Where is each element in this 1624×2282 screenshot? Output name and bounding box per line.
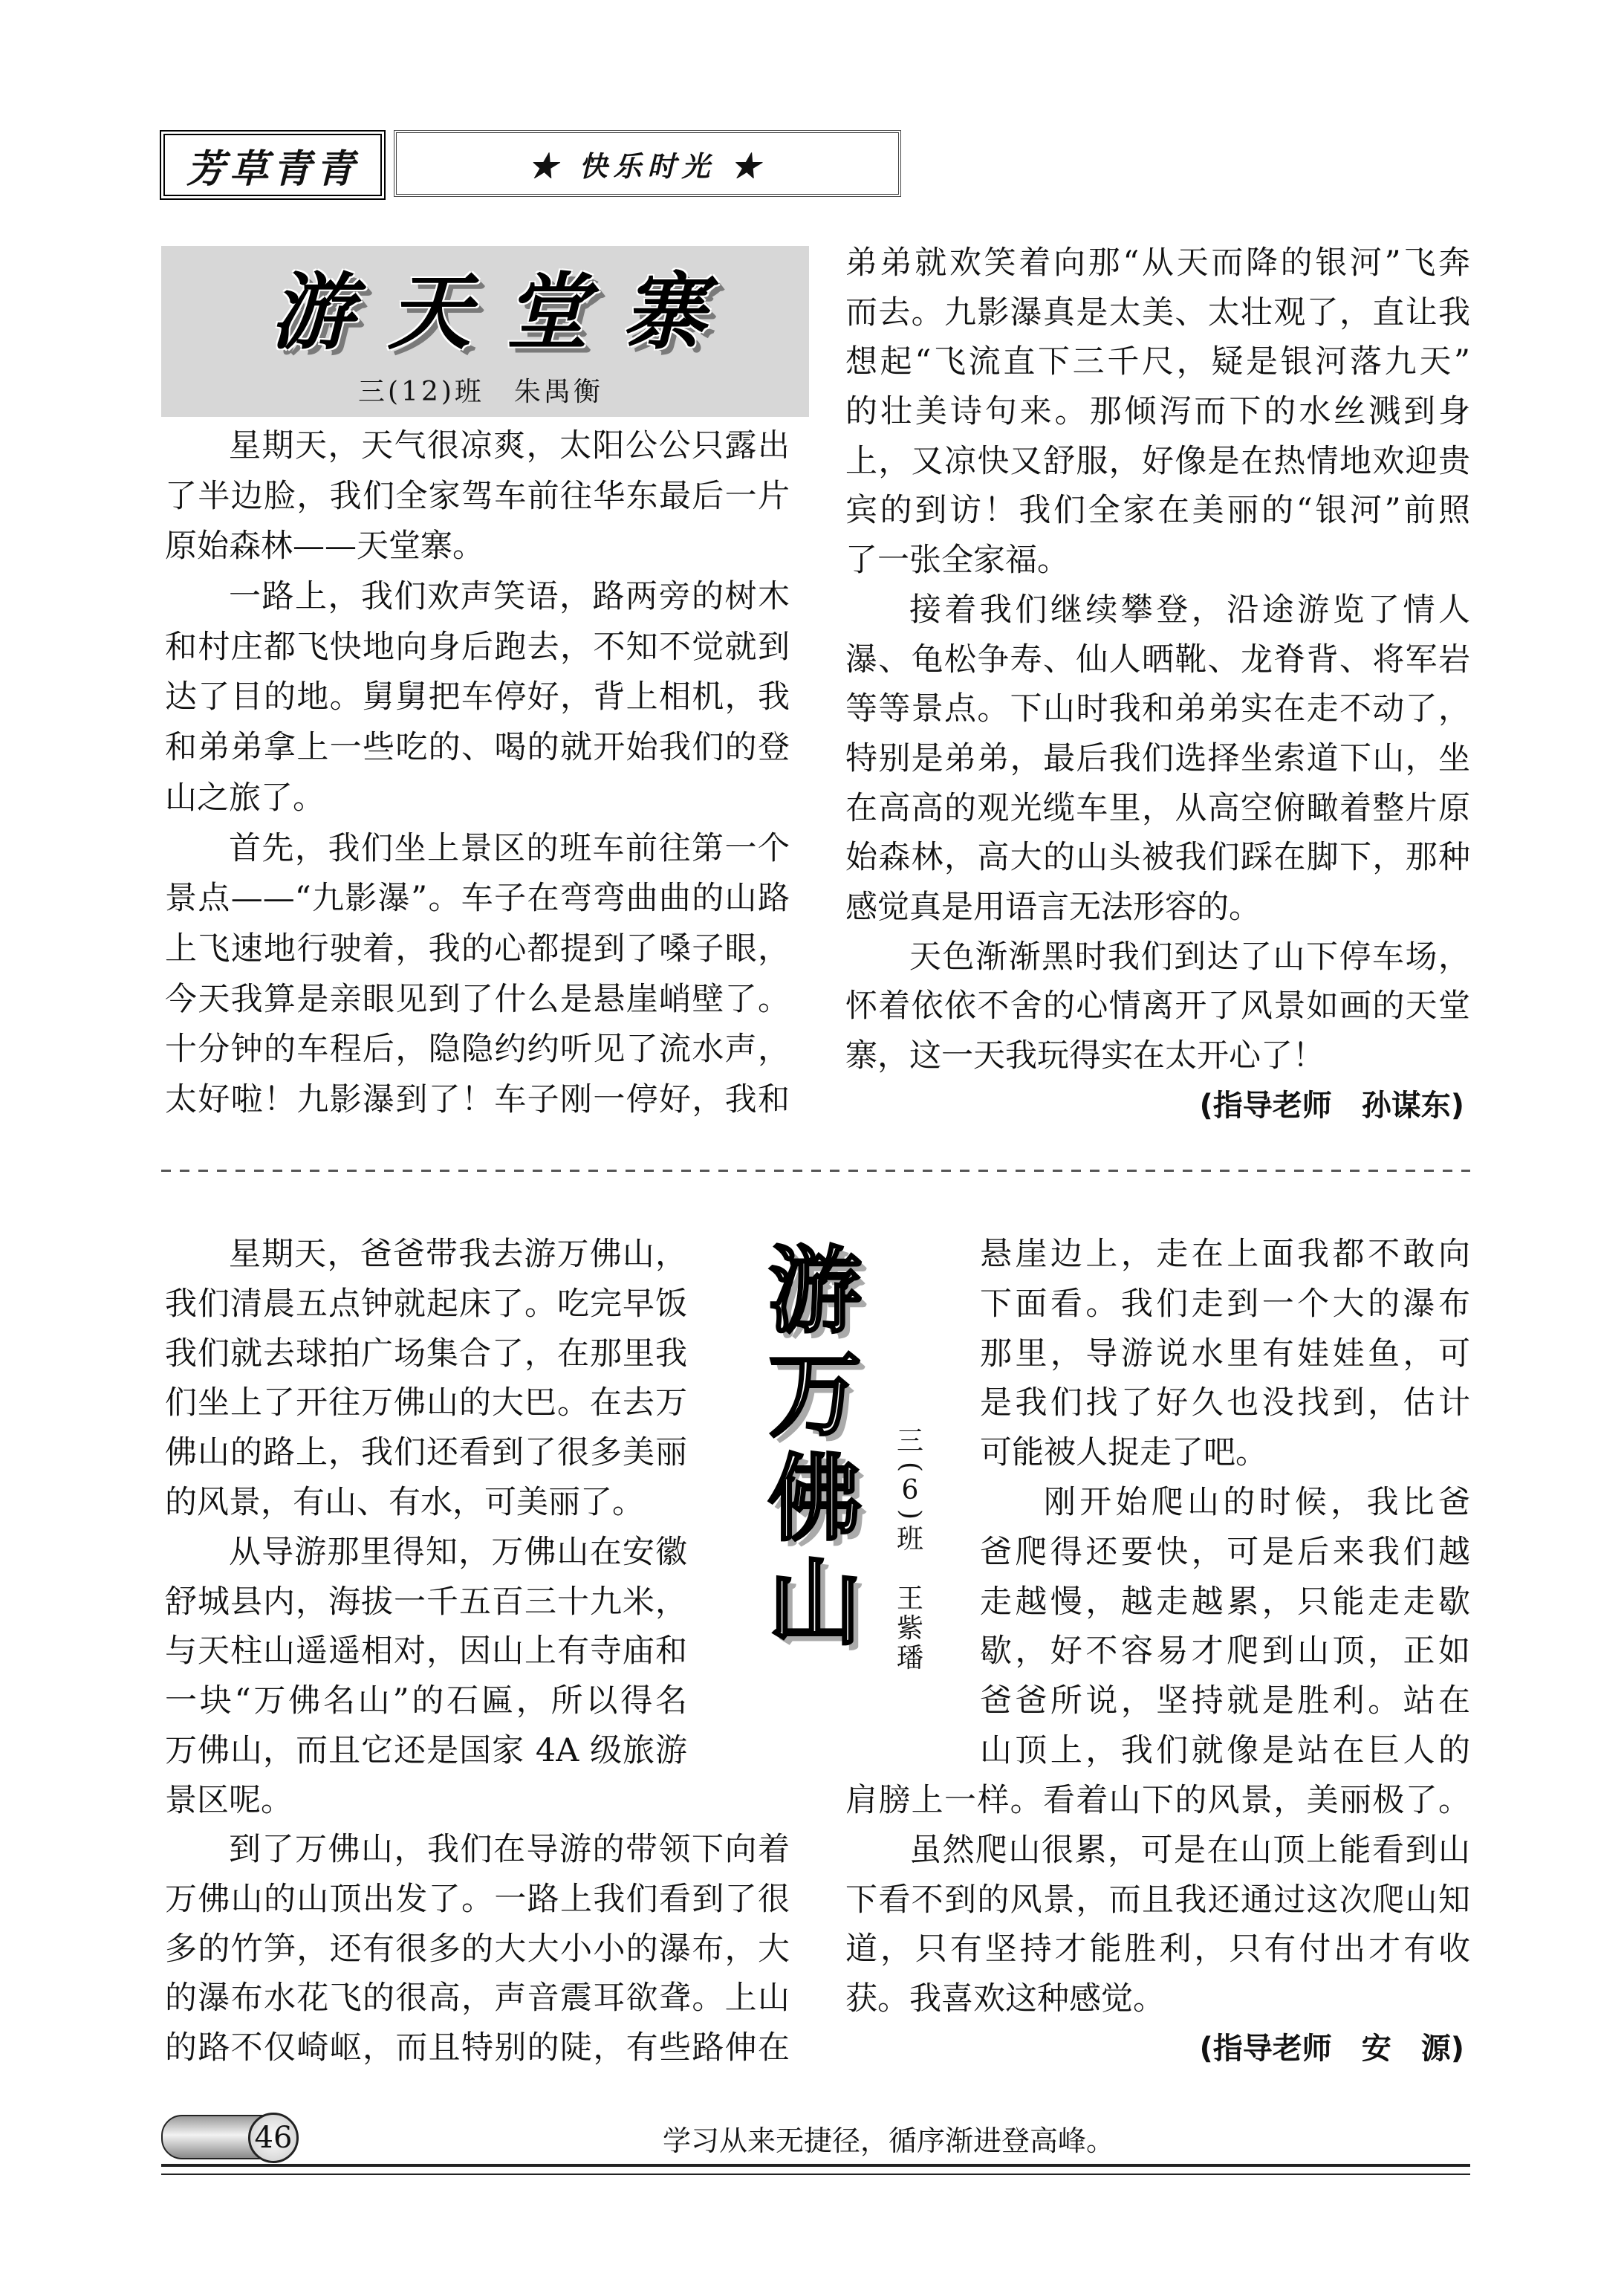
- text-line: 瀑、龟松争寿、仙人晒靴、龙脊背、将军岩: [845, 641, 1470, 678]
- text-line: 天色渐渐黑时我们到达了山下停车场，: [909, 938, 1470, 976]
- vertical-char: 6: [901, 1475, 919, 1505]
- text-line: 佛山的路上，我们还看到了很多美丽: [165, 1434, 687, 1472]
- column-title: ★ 快乐时光 ★: [394, 130, 901, 197]
- vertical-char: 游: [768, 1236, 862, 1346]
- article-2-title: [759, 1236, 871, 1658]
- vertical-char: 璠: [896, 1643, 923, 1673]
- page-number: 46: [248, 2113, 299, 2163]
- text-line: 了半边脸，我们全家驾车前往华东最后一片: [165, 477, 790, 515]
- text-line: 我们清晨五点钟就起床了。吃完早饭: [165, 1285, 687, 1323]
- section-title: 芳草青青: [160, 130, 386, 200]
- text-line: 等等景点。下山时我和弟弟实在走不动了，: [845, 690, 1470, 728]
- text-line: 上，又凉快又舒服，好像是在热情地欢迎贵: [845, 442, 1470, 480]
- text-line: 原始森林——天堂寨。: [165, 528, 484, 565]
- text-line: 多的竹笋，还有很多的大大小小的瀑布，大: [165, 1930, 790, 1968]
- vertical-char: 王: [896, 1584, 923, 1614]
- article-1-left-column: [165, 421, 790, 1126]
- text-line: 歇，好不容易才爬到山顶，正如: [980, 1633, 1470, 1670]
- text-line: 十分钟的车程后，隐隐约约听见了流水声，: [165, 1031, 790, 1069]
- article-2-teacher-credit: (指导老师 安 源): [1199, 2031, 1464, 2066]
- text-line: 下面看。我们走到一个大的瀑布: [980, 1285, 1470, 1323]
- text-line: 宾的到访！我们全家在美丽的“银河”前照: [845, 492, 1470, 530]
- text-line: 感觉真是用语言无法形容的。: [845, 888, 1261, 926]
- text-line: 景点——“九影瀑”。车子在弯弯曲曲的山路: [165, 880, 790, 918]
- vertical-char: (: [895, 1461, 926, 1473]
- footer-rule-thick: [161, 2164, 1470, 2167]
- text-line: 获。我喜欢这种感觉。: [845, 1980, 1165, 2018]
- text-line: 虽然爬山很累，可是在山顶上能看到山: [909, 1831, 1470, 1869]
- text-line: 和弟弟拿上一些吃的、喝的就开始我们的登: [165, 729, 790, 767]
- text-line: 的瀑布水花飞的很高，声音震耳欲聋。上山: [165, 1980, 790, 2017]
- text-line: 上飞速地行驶着，我的心都提到了嗓子眼，: [165, 930, 790, 967]
- article-1-right-column: [845, 239, 1470, 1130]
- text-line: 在高高的观光缆车里，从高空俯瞰着整片原: [845, 789, 1470, 827]
- article-1-byline: 三(12)班 朱禺衡: [358, 377, 603, 407]
- vertical-char: 佛: [768, 1445, 862, 1554]
- text-line: 的壮美诗句来。那倾泻而下的水丝溅到身: [845, 393, 1470, 431]
- text-line: 一块“万佛名山”的石匾，所以得名: [165, 1682, 687, 1720]
- vertical-char: 山: [768, 1549, 862, 1658]
- text-line: 们坐上了开往万佛山的大巴。在去万: [165, 1384, 687, 1422]
- text-line: 景区呢。: [165, 1781, 293, 1819]
- text-line: 弟弟就欢笑着向那“从天而降的银河”飞奔: [845, 244, 1470, 282]
- text-line: 悬崖边上，走在上面我都不敢向: [980, 1236, 1470, 1273]
- text-line: 我们就去球拍广场集合了，在那里我: [165, 1335, 687, 1372]
- text-line: 首先，我们坐上景区的班车前往第一个: [229, 829, 790, 867]
- article-1-teacher-credit: (指导老师 孙谋东): [1199, 1088, 1464, 1123]
- text-line: 寨，这一天我玩得实在太开心了！: [845, 1037, 1325, 1074]
- vertical-char: 万: [768, 1341, 862, 1450]
- text-line: 与天柱山遥遥相对，因山上有寺庙和: [165, 1633, 687, 1670]
- footer-motto: 学习从来无捷径，循序渐进登高峰。: [662, 2124, 1114, 2157]
- text-line: 始森林，高大的山头被我们踩在脚下，那种: [845, 839, 1470, 877]
- dashed-divider: [161, 1170, 1470, 1172]
- text-line: 舒城县内，海拔一千五百三十九米，: [165, 1583, 687, 1621]
- vertical-char: ): [895, 1508, 926, 1520]
- text-line: 了一张全家福。: [845, 542, 1069, 580]
- vertical-char: 班: [896, 1524, 923, 1555]
- text-line: 和村庄都飞快地向身后跑去，不知不觉就到: [165, 628, 790, 666]
- text-line: 山之旅了。: [165, 779, 325, 817]
- text-line: 从导游那里得知，万佛山在安徽: [229, 1533, 687, 1571]
- vertical-char: 紫: [896, 1613, 923, 1644]
- text-line: 下看不到的风景，而且我还通过这次爬山知: [845, 1881, 1470, 1919]
- text-line: 太好啦！九影瀑到了！车子刚一停好，我和: [165, 1080, 790, 1118]
- vertical-char: 三: [896, 1426, 923, 1456]
- text-line: 爸爬得还要快，可是后来我们越: [980, 1533, 1470, 1571]
- text-line: 山顶上，我们就像是站在巨人的: [980, 1731, 1470, 1769]
- text-line: 而去。九影瀑真是太美、太壮观了，直让我: [845, 294, 1470, 331]
- text-line: 怀着依依不舍的心情离开了风景如画的天堂: [845, 988, 1470, 1025]
- text-line: 肩膀上一样。看着山下的风景，美丽极了。: [845, 1782, 1470, 1819]
- text-line: 刚开始爬山的时候，我比爸: [1044, 1483, 1470, 1521]
- footer-rule-thin: [161, 2174, 1470, 2175]
- text-line: 今天我算是亲眼见到了什么是悬崖峭壁了。: [165, 980, 790, 1018]
- article-2-left-column-wide: [165, 1825, 790, 2073]
- article-1-title-block: [161, 246, 809, 417]
- text-line: 一路上，我们欢声笑语，路两旁的树木: [229, 578, 790, 616]
- text-line: 万佛山的山顶出发了。一路上我们看到了很: [165, 1880, 790, 1918]
- article-2-right-column-wide: [845, 1776, 1470, 2074]
- text-line: 想起“飞流直下三千尺，疑是银河落九天”: [845, 343, 1470, 381]
- article-2-byline: [894, 1427, 926, 1673]
- article-2-right-column: [980, 1230, 1470, 1776]
- text-line: 星期天，天气很凉爽，太阳公公只露出: [229, 427, 790, 464]
- text-line: 接着我们继续攀登，沿途游览了情人: [909, 591, 1470, 629]
- vertical-char: [894, 1555, 926, 1584]
- text-line: 万佛山，而且它还是国家 4A 级旅游: [165, 1731, 687, 1769]
- text-line: 走越慢，越走越累，只能走走歇: [980, 1583, 1470, 1621]
- text-line: 的路不仅崎岖，而且特别的陡，有些路伸在: [165, 2029, 790, 2067]
- text-line: 道，只有坚持才能胜利，只有付出才有收: [845, 1931, 1470, 1968]
- text-line: 到了万佛山，我们在导游的带领下向着: [229, 1831, 790, 1868]
- text-line: 那里，导游说水里有娃娃鱼，可: [980, 1335, 1470, 1372]
- text-line: 可能被人捉走了吧。: [980, 1434, 1267, 1472]
- article-2-left-column: [165, 1230, 687, 1826]
- article-1-title: 游天堂寨: [270, 264, 740, 361]
- text-line: 是我们找了好久也没找到，估计: [980, 1384, 1470, 1422]
- text-line: 达了目的地。舅舅把车停好，背上相机，我: [165, 678, 790, 716]
- text-line: 特别是弟弟，最后我们选择坐索道下山，坐: [845, 739, 1470, 777]
- text-line: 爸爸所说，坚持就是胜利。站在: [980, 1682, 1470, 1720]
- text-line: 星期天，爸爸带我去游万佛山，: [229, 1236, 687, 1273]
- text-line: 的风景，有山、有水，可美丽了。: [165, 1483, 644, 1521]
